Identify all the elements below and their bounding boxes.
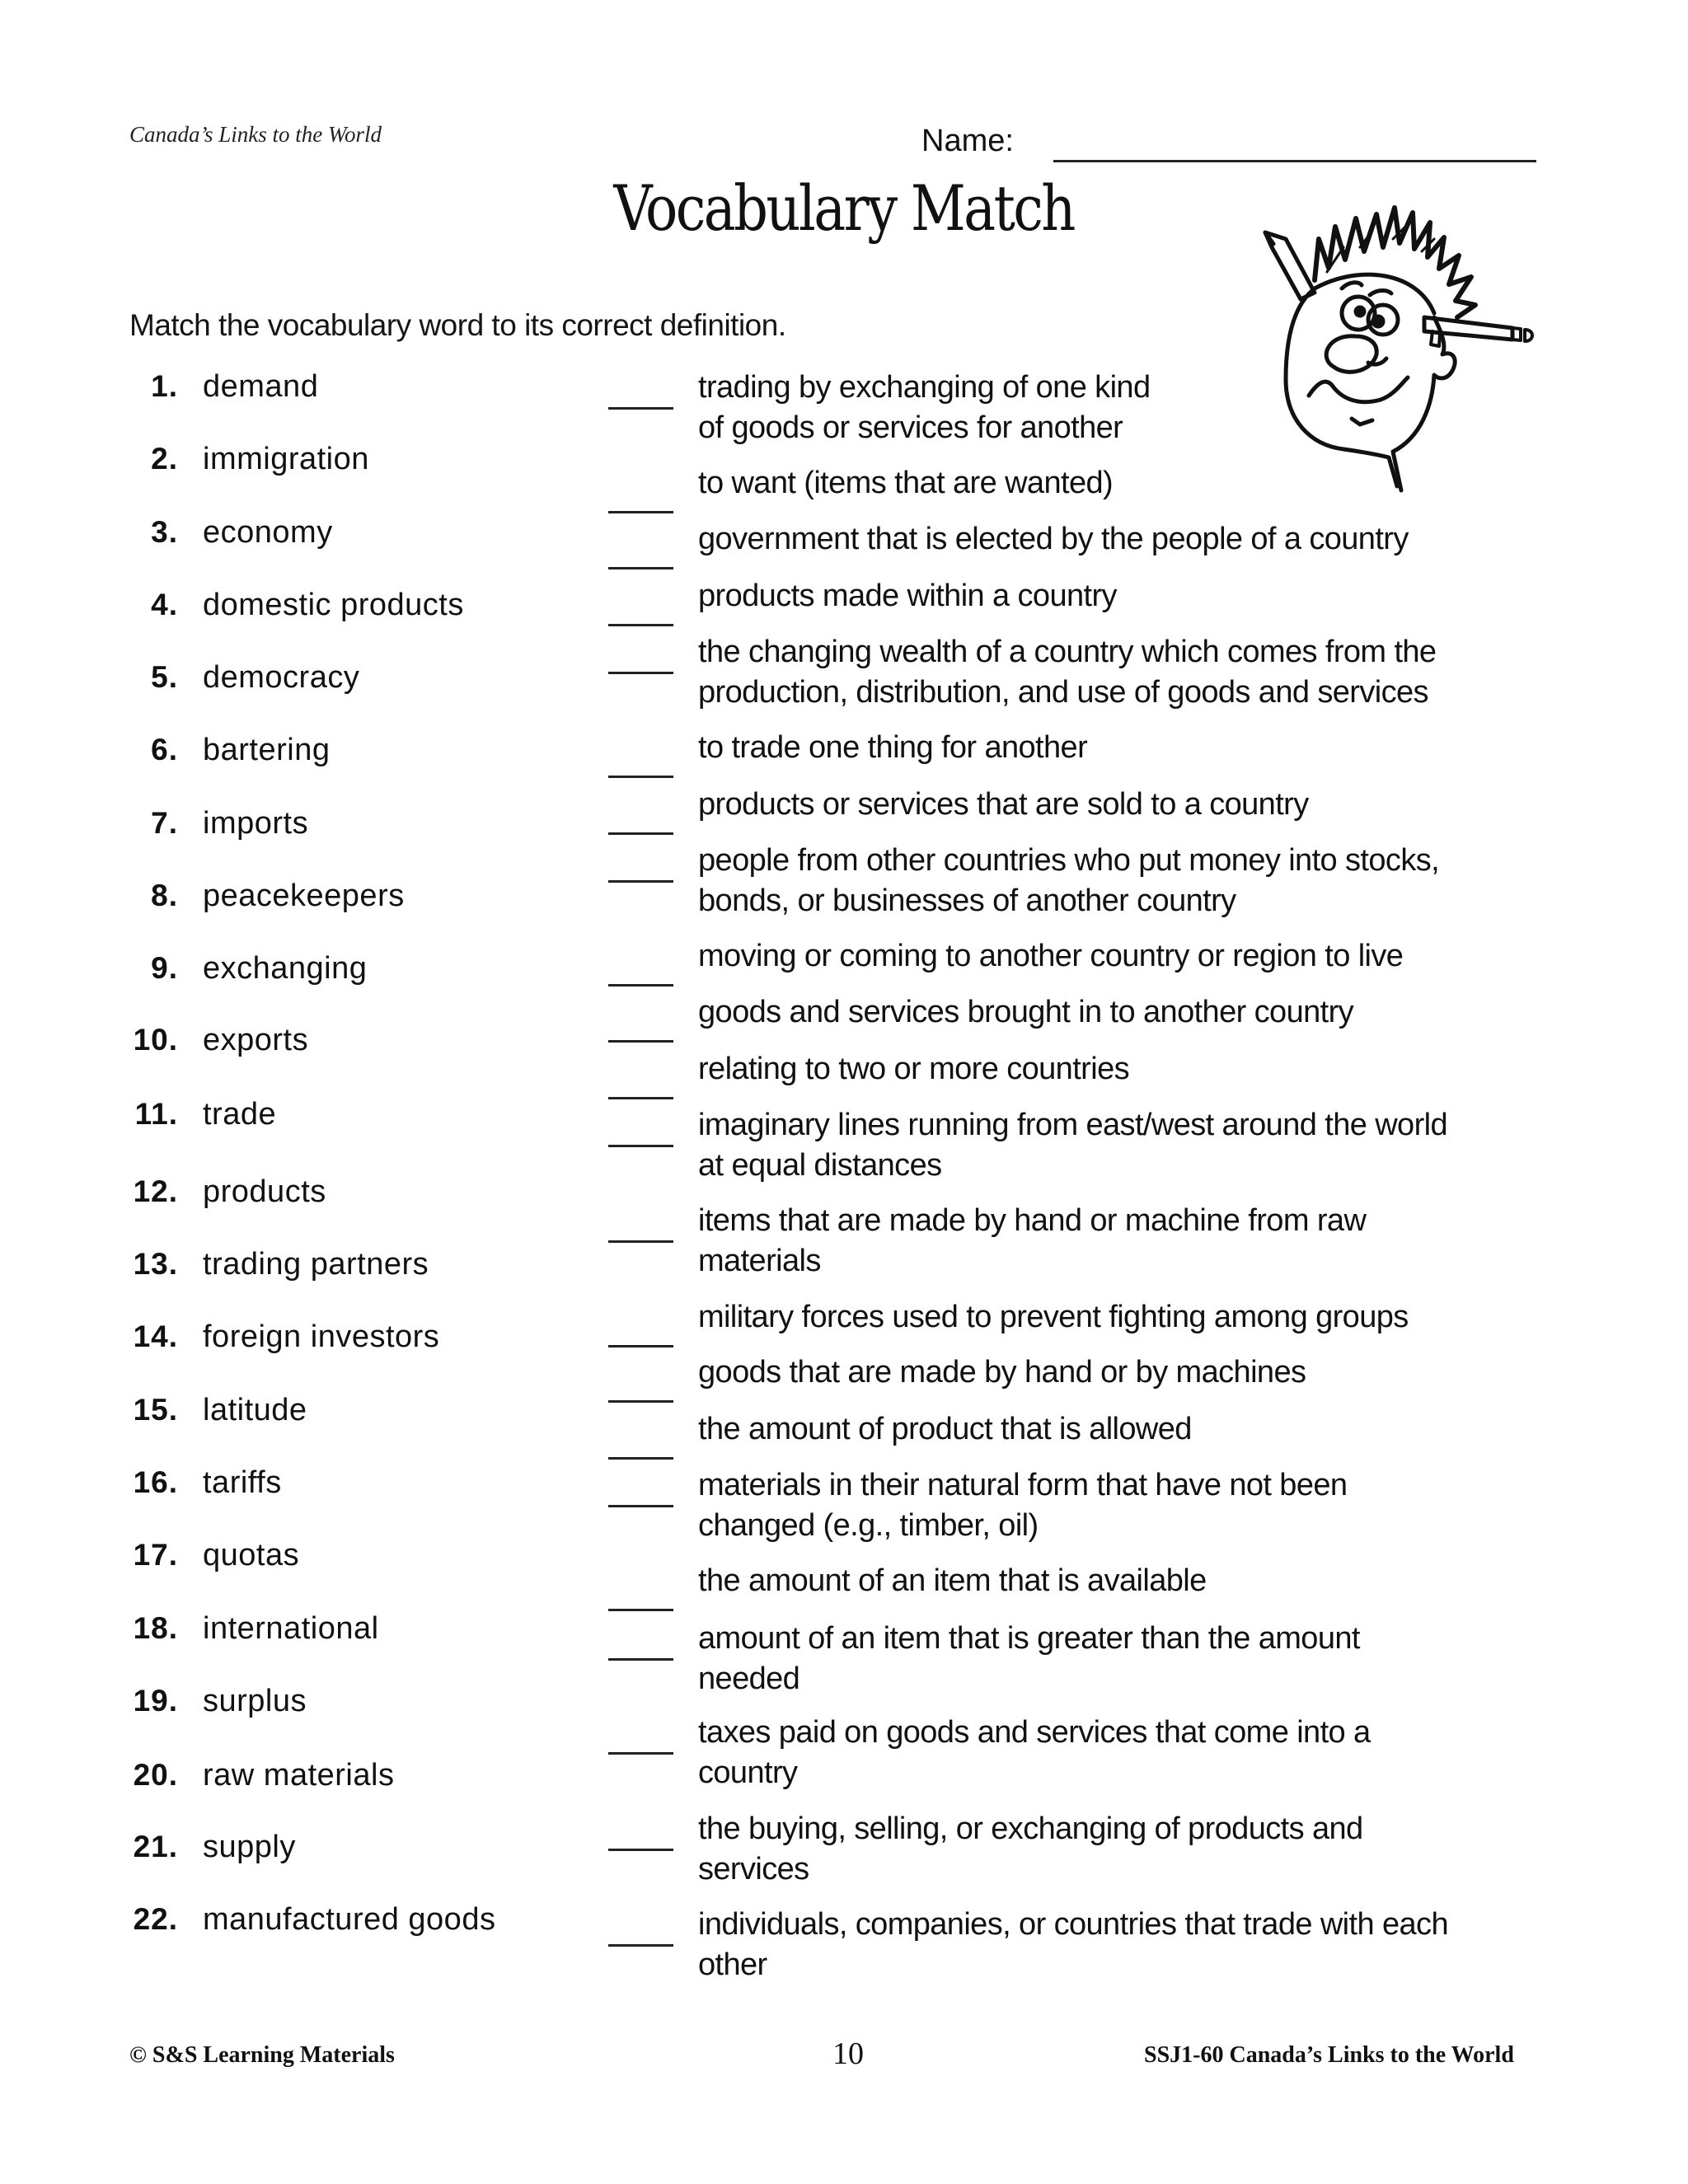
- definition-line-1: relating to two or more countries: [698, 1052, 1129, 1086]
- item-number: 18.: [133, 1611, 178, 1645]
- definition-text: [698, 632, 1436, 713]
- item-number: 13.: [133, 1247, 178, 1281]
- definition-text: [698, 936, 1403, 977]
- item-number: 1.: [151, 369, 178, 403]
- answer-blank[interactable]: [608, 1040, 673, 1043]
- vocabulary-word: peacekeepers: [203, 879, 405, 913]
- answer-blank[interactable]: [608, 1097, 673, 1099]
- definition-line-2: country: [698, 1755, 798, 1790]
- definition-text: [698, 1297, 1409, 1338]
- series-title: Canada’s Links to the World: [129, 122, 382, 147]
- item-number: 21.: [133, 1830, 178, 1863]
- definition-line-1: to trade one thing for another: [698, 730, 1088, 765]
- item-number: 10.: [133, 1023, 178, 1057]
- item-number: 9.: [151, 951, 178, 985]
- definition-line-1: items that are made by hand or machine from raw: [698, 1203, 1367, 1238]
- definition-line-1: to want (items that are wanted): [698, 466, 1114, 500]
- definition-line-1: the amount of product that is allowed: [698, 1412, 1192, 1446]
- vocabulary-word: international: [203, 1611, 379, 1646]
- definition-line-2: services: [698, 1852, 809, 1886]
- vocabulary-word: democracy: [203, 660, 360, 695]
- cartoon-boy-with-pencil-icon: [1236, 190, 1582, 519]
- definition-text: [698, 728, 1087, 768]
- answer-blank[interactable]: [608, 1944, 673, 1947]
- answer-blank[interactable]: [608, 624, 673, 626]
- definition-line-1: government that is elected by the people of a country: [698, 522, 1409, 556]
- definition-line-1: taxes paid on goods and services that come into a: [698, 1715, 1371, 1750]
- definition-line-2: production, distribution, and use of goods and services: [698, 675, 1428, 710]
- definition-line-1: moving or coming to another country or region to live: [698, 939, 1404, 973]
- answer-blank[interactable]: [608, 511, 673, 513]
- definition-text: [698, 519, 1409, 560]
- item-number: 2.: [151, 442, 178, 476]
- vocabulary-word: demand: [203, 369, 319, 404]
- definition-text: [698, 1619, 1360, 1699]
- answer-blank[interactable]: [608, 1609, 673, 1611]
- answer-blank[interactable]: [608, 1145, 673, 1147]
- vocabulary-word: exports: [203, 1023, 309, 1057]
- item-number: 16.: [133, 1465, 178, 1499]
- vocabulary-word: trade: [203, 1097, 277, 1132]
- definition-text: [698, 1713, 1371, 1793]
- vocabulary-word: raw materials: [203, 1758, 395, 1793]
- answer-blank[interactable]: [608, 1658, 673, 1661]
- item-number: 5.: [151, 660, 178, 694]
- definition-line-2: materials: [698, 1244, 821, 1278]
- name-field-line[interactable]: [1053, 160, 1536, 162]
- answer-blank[interactable]: [608, 407, 673, 410]
- vocabulary-word: quotas: [203, 1538, 300, 1572]
- answer-blank[interactable]: [608, 984, 673, 987]
- definition-text: [698, 1201, 1366, 1282]
- item-number: 17.: [133, 1538, 178, 1572]
- definition-line-1: military forces used to prevent fighting among groups: [698, 1300, 1409, 1334]
- definition-line-1: goods that are made by hand or by machines: [698, 1355, 1306, 1390]
- definition-text: [698, 368, 1151, 448]
- vocabulary-word: immigration: [203, 442, 369, 476]
- footer-page-number: 10: [832, 2036, 864, 2071]
- definition-text: [698, 576, 1117, 616]
- definition-line-1: imaginary lines running from east/west around the world: [698, 1108, 1448, 1142]
- definition-line-1: the buying, selling, or exchanging of products and: [698, 1811, 1363, 1846]
- definition-text: [698, 1352, 1306, 1393]
- vocabulary-word: trading partners: [203, 1247, 429, 1282]
- definition-line-1: goods and services brought in to another country: [698, 995, 1354, 1029]
- definition-line-2: other: [698, 1947, 767, 1982]
- answer-blank[interactable]: [608, 1457, 673, 1460]
- page-title-text: Vocabulary Match: [613, 171, 1074, 245]
- instruction-text: Match the vocabulary word to its correct definition.: [129, 308, 786, 342]
- definition-text: [698, 841, 1439, 921]
- vocabulary-word: latitude: [203, 1393, 307, 1427]
- vocabulary-word: domestic products: [203, 588, 464, 622]
- vocabulary-word: exchanging: [203, 951, 368, 986]
- answer-blank[interactable]: [608, 1849, 673, 1851]
- vocabulary-word: bartering: [203, 733, 331, 767]
- answer-blank[interactable]: [608, 672, 673, 674]
- answer-blank[interactable]: [608, 1345, 673, 1347]
- definition-line-1: people from other countries who put money into stocks,: [698, 843, 1440, 878]
- definition-line-1: the changing wealth of a country which comes from the: [698, 635, 1437, 669]
- vocabulary-word: tariffs: [203, 1465, 282, 1500]
- definition-text: [698, 1809, 1363, 1890]
- item-number: 14.: [133, 1319, 178, 1353]
- definition-line-2: bonds, or businesses of another country: [698, 883, 1236, 918]
- vocabulary-word: supply: [203, 1830, 296, 1864]
- item-number: 12.: [133, 1174, 178, 1208]
- definition-line-1: trading by exchanging of one kind: [698, 370, 1151, 405]
- definition-text: [698, 1465, 1347, 1546]
- definition-line-1: individuals, companies, or countries that trade with each: [698, 1907, 1448, 1942]
- answer-blank[interactable]: [608, 880, 673, 883]
- vocabulary-word: economy: [203, 515, 333, 550]
- name-label: Name:: [921, 124, 1014, 158]
- item-number: 20.: [133, 1758, 178, 1792]
- answer-blank[interactable]: [608, 1400, 673, 1403]
- vocabulary-word: surplus: [203, 1684, 307, 1718]
- definition-line-2: of goods or services for another: [698, 410, 1123, 445]
- answer-blank[interactable]: [608, 1240, 673, 1243]
- definition-text: [698, 1409, 1192, 1450]
- definition-line-2: changed (e.g., timber, oil): [698, 1508, 1039, 1543]
- item-number: 8.: [151, 879, 178, 912]
- answer-blank[interactable]: [608, 1752, 673, 1755]
- item-number: 19.: [133, 1684, 178, 1718]
- footer-copyright: © S&S Learning Materials: [129, 2042, 395, 2068]
- definition-line-2: at equal distances: [698, 1148, 942, 1183]
- answer-blank[interactable]: [608, 776, 673, 778]
- definition-line-1: amount of an item that is greater than the amount: [698, 1621, 1360, 1656]
- definition-text: [698, 785, 1309, 825]
- definition-line-1: products made within a country: [698, 579, 1117, 613]
- definition-line-1: the amount of an item that is available: [698, 1563, 1207, 1598]
- footer-book-code: SSJ1-60 Canada’s Links to the World: [1144, 2042, 1514, 2068]
- definition-line-2: needed: [698, 1661, 800, 1696]
- item-number: 11.: [134, 1097, 178, 1131]
- definition-text: [698, 463, 1113, 504]
- definition-line-1: materials in their natural form that have not been: [698, 1468, 1348, 1502]
- item-number: 4.: [151, 588, 178, 621]
- definition-text: [698, 992, 1353, 1033]
- vocabulary-word: imports: [203, 806, 309, 841]
- item-number: 7.: [151, 806, 178, 840]
- item-number: 6.: [151, 733, 178, 766]
- item-number: 22.: [133, 1902, 178, 1936]
- definition-text: [698, 1561, 1207, 1601]
- vocabulary-word: foreign investors: [203, 1319, 440, 1354]
- vocabulary-word: products: [203, 1174, 326, 1209]
- definition-line-1: products or services that are sold to a country: [698, 787, 1309, 822]
- vocabulary-word: manufactured goods: [203, 1902, 496, 1937]
- item-number: 15.: [133, 1393, 178, 1427]
- definition-text: [698, 1049, 1129, 1090]
- definition-text: [698, 1905, 1448, 1985]
- answer-blank[interactable]: [608, 1505, 673, 1507]
- item-number: 3.: [151, 515, 178, 549]
- answer-blank[interactable]: [608, 832, 673, 835]
- answer-blank[interactable]: [608, 567, 673, 569]
- definition-text: [698, 1105, 1447, 1186]
